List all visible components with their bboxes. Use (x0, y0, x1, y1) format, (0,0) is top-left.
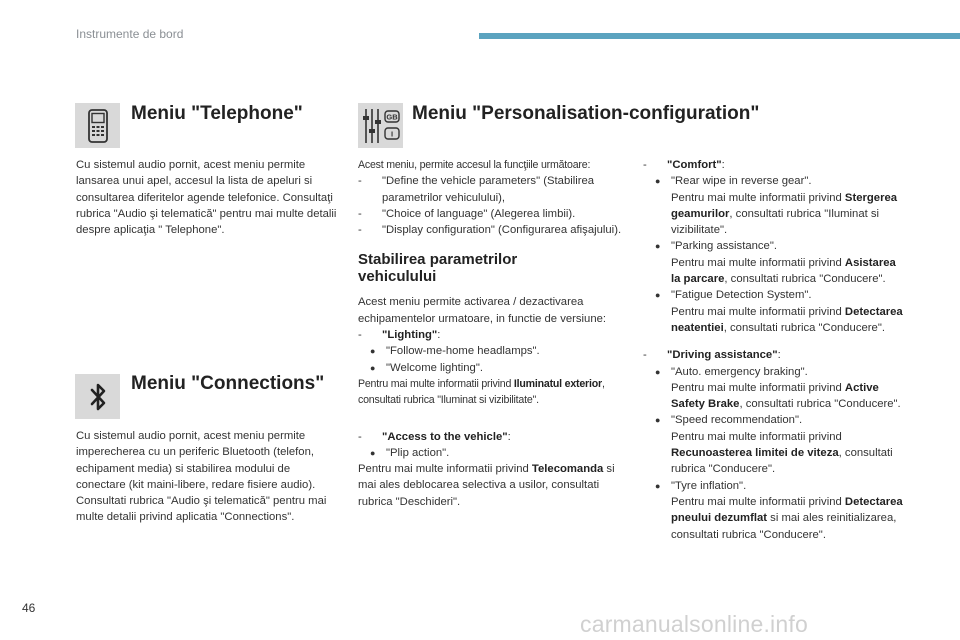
list-item: ● "Welcome lighting". (358, 360, 623, 376)
list-item: - "Comfort": ● "Rear wipe in reverse gear". Pentru mai multe informatii privind Stergerea geamurilor, consultati rubrica "Iluminat si vizibilitate". ● "Parking assistance". Pentru mai multe informatii privind Asistarea la parcare, consultati rubrica "Conducere". ● "Fatigue Detection System". Pentru mai multe informatii privind Detectarea neatentiei, consultati rubrica "Conducere". (643, 157, 905, 336)
list-item: ● "Rear wipe in reverse gear". Pentru mai multe informatii privind Stergerea geamurilor, consultati rubrica "Iluminat si vizibilitate". (643, 173, 905, 238)
list-item: - "Define the vehicle parameters" (Stabilirea parametrilor vehiculului), (358, 173, 623, 206)
list-item: - "Choice of language" (Alegerea limbii). (358, 206, 623, 222)
list-item: ● "Tyre inflation". Pentru mai multe informatii privind Detectarea pneului dezumflat si mai ales reinitializarea, consultati rubrica "Conducere". (643, 478, 905, 543)
list-item: ● "Speed recommendation". Pentru mai multe informatii privind Recunoasterea limitei de viteza, consultati rubrica "Conducere". (643, 412, 905, 477)
list-item: ● "Auto. emergency braking". Pentru mai multe informatii privind Active Safety Brake, consultati rubrica "Conducere". (643, 364, 905, 413)
i-badge: I (390, 129, 393, 138)
middle-column (358, 157, 623, 510)
mobile-phone-icon (75, 103, 120, 148)
list-item: - "Display configuration" (Configurarea afişajului). (358, 222, 623, 238)
telephone-body: Cu sistemul audio pornit, acest meniu permite lansarea unui apel, accesul la lista de apeluri si consultarea diferitelor agende telefonice. Consultaţi rubrica "Audio şi telematică" pentru mai multe detalii despre aplicaţia " Telephone". (76, 159, 337, 237)
connections-title: Meniu "Connections" (131, 373, 325, 394)
stabilirea-intro: Acest meniu permite activarea / dezactivarea echipamentelor urmatoare, in functie de versiune: (358, 296, 607, 325)
lighting-list (358, 327, 623, 376)
access-label: "Access to the vehicle" (382, 430, 508, 443)
telephone-title: Meniu "Telephone" (131, 103, 303, 124)
access-note: Pentru mai multe informatii privind Telecomanda si mai ales deblocarea selectiva a usilor, consultati rubrica "Deschideri". (358, 463, 615, 508)
personalisation-list (358, 173, 623, 238)
personalisation-intro: Acest meniu, permite accesul la funcţiile următoare: (358, 159, 591, 171)
right-column (643, 157, 905, 543)
running-header: Instrumente de bord (76, 27, 184, 41)
list-item: ● "Follow-me-home headlamps". (358, 343, 623, 359)
driving-label: "Driving assistance" (667, 349, 778, 362)
list-item: ● "Parking assistance". Pentru mai multe informatii privind Asistarea la parcare, consultati rubrica "Conducere". (643, 238, 905, 287)
list-item: ● "Fatigue Detection System". Pentru mai multe informatii privind Detectarea neatentiei, consultati rubrica "Conducere". (643, 287, 905, 336)
stabilirea-title: Stabilirea parametrilor vehiculului (358, 251, 518, 286)
lighting-label: "Lighting" (382, 329, 438, 342)
driving-list (643, 347, 905, 543)
comfort-label: "Comfort" (667, 159, 722, 171)
lighting-note: Pentru mai multe informatii privind Iluminatul exterior, consultati rubrica "Iluminat si vizibilitate". (358, 377, 605, 407)
gb-badge: GB (385, 112, 398, 121)
list-item: - "Driving assistance": ● "Auto. emergency braking". Pentru mai multe informatii privind Active Safety Brake, consultati rubrica "Conducere". ● "Speed recommendation". Pentru mai multe informatii privind Recunoasterea limitei de viteza, consultati rubrica "Conducere". ● "Tyre inflation". Pentru mai multe informatii privind Detectarea pneului dezumflat si mai ales reinitializarea, consultati rubrica "Conducere". (643, 347, 905, 543)
list-item: - "Access to the vehicle": ● "Plip action". (358, 429, 623, 462)
comfort-list (643, 157, 905, 336)
header-accent-bar (479, 33, 960, 39)
access-list (358, 429, 623, 462)
bluetooth-icon (75, 374, 120, 419)
personalisation-title: Meniu "Personalisation-configuration" (412, 103, 760, 124)
settings-language-icon (358, 103, 403, 148)
watermark: carmanualsonline.info (580, 611, 808, 637)
connections-body (76, 428, 341, 526)
page-number: 46 (22, 601, 36, 615)
connections-body-reference: Consultati rubrica "Audio şi telematică" pentru mai multe detalii privind aplicatia "Connections". (76, 495, 327, 524)
connections-body-pairing: Cu sistemul audio pornit, acest meniu permite imperecherea cu un periferic Bluetooth (telefon, echipament media) si stabilirea modului de conectare (kit maini-libere, redare fisiere audio). (76, 430, 316, 491)
list-item: - "Lighting": ● "Follow-me-home headlamps". ● "Welcome lighting". (358, 327, 623, 376)
list-item: ● "Plip action". (358, 445, 623, 461)
